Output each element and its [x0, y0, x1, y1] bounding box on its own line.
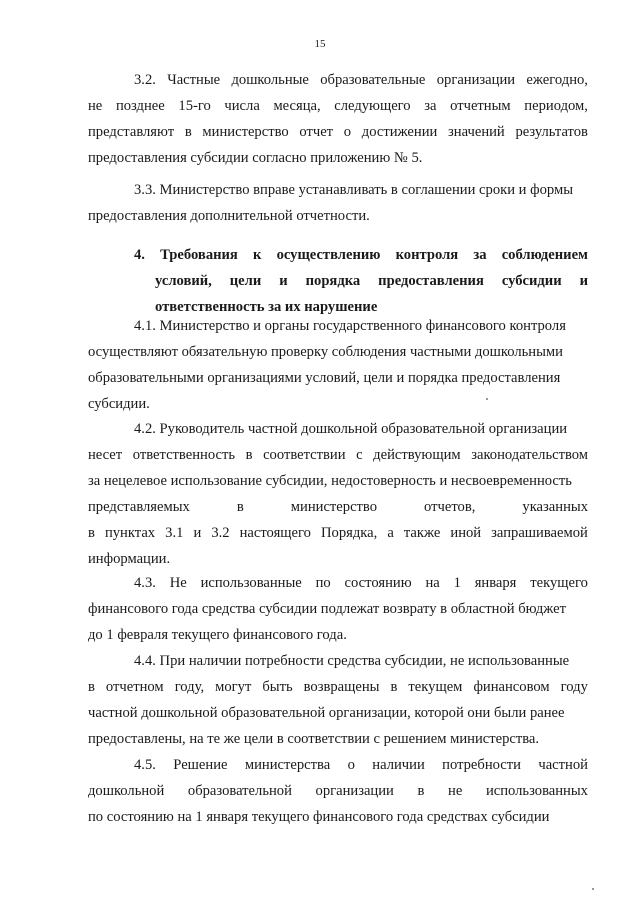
- para-4-2-line: [0, 523, 640, 543]
- word: контроля: [395, 247, 459, 263]
- word: к: [253, 247, 262, 263]
- word: году: [560, 679, 588, 695]
- word: месяца,: [273, 98, 321, 114]
- word: осуществлению: [276, 247, 381, 263]
- para-3-3-line: [0, 206, 640, 226]
- word: организации: [315, 783, 394, 799]
- para-4-4-line: [0, 729, 640, 749]
- word: отчетном: [105, 679, 164, 695]
- text-run: до 1 февраля текущего финансового года.: [88, 627, 347, 643]
- word: дошкольные: [231, 72, 309, 88]
- text-run: осуществляют обязательную проверку соблюдения частными дошкольными: [88, 344, 563, 360]
- section-4-heading-line: [0, 297, 640, 317]
- text-run: предоставления дополнительной отчетности.: [88, 208, 370, 224]
- word: на: [425, 575, 440, 591]
- word: иной: [450, 525, 482, 541]
- text-run: предоставлены, на те же цели в соответствии с решением министерства.: [88, 731, 540, 747]
- word: потребности: [442, 757, 521, 773]
- para-4-3-line: [0, 573, 640, 593]
- word: порядка: [305, 273, 361, 289]
- para-4-5-line: [0, 781, 640, 801]
- word: за: [473, 247, 487, 263]
- word: частной: [538, 757, 588, 773]
- word: указанных: [522, 499, 588, 515]
- word: позднее: [115, 98, 165, 114]
- word: возвращены: [303, 679, 380, 695]
- word: 1: [453, 575, 461, 591]
- word: 3.2: [211, 525, 230, 541]
- word: представляют: [88, 124, 175, 140]
- word: текущем: [408, 679, 463, 695]
- para-3-2-line: [0, 70, 640, 90]
- word: текущего: [530, 575, 588, 591]
- word: несет: [88, 447, 123, 463]
- text-run: ответственность за их нарушение: [155, 299, 378, 315]
- word: в: [236, 499, 244, 515]
- word: субсидии: [501, 273, 562, 289]
- text-run: 4.4. При наличии потребности средства субсидии, не использованные: [134, 653, 570, 669]
- section-4-heading-line: [0, 245, 640, 265]
- word: финансовом: [473, 679, 550, 695]
- word: и: [193, 525, 202, 541]
- word: и: [279, 273, 288, 289]
- word: 4.: [134, 247, 145, 263]
- word: представляемых: [88, 499, 190, 515]
- text-run: 3.3. Министерство вправе устанавливать в соглашении сроки и формы: [134, 182, 573, 198]
- word: отчет: [299, 124, 334, 140]
- word: наличии: [372, 757, 425, 773]
- word: отчетным: [450, 98, 511, 114]
- word: в: [88, 679, 95, 695]
- text-run: финансового года средства субсидии подлежат возврату в областной бюджет: [88, 601, 566, 617]
- text-run: частной дошкольной образовательной организации, которой они были ранее: [88, 705, 565, 721]
- word: использованных: [485, 783, 588, 799]
- word: цели: [229, 273, 262, 289]
- word: января: [474, 575, 517, 591]
- para-4-1-line: [0, 342, 640, 362]
- word: запрашиваемой: [491, 525, 588, 541]
- text-run: предоставления субсидии согласно приложению № 5.: [88, 150, 423, 166]
- word: за: [424, 98, 437, 114]
- word: могут: [215, 679, 252, 695]
- word: действующим: [373, 447, 461, 463]
- word: министерства: [244, 757, 331, 773]
- word: быть: [262, 679, 293, 695]
- text-run: 4.2. Руководитель частной дошкольной образовательной организации: [134, 421, 568, 437]
- text-run: 4.1. Министерство и органы государственного финансового контроля: [134, 318, 566, 334]
- page-number: 15: [314, 38, 326, 50]
- word: дошкольной: [88, 783, 165, 799]
- section-4-heading-line: [0, 271, 640, 291]
- para-4-4-line: [0, 703, 640, 723]
- word: Решение: [173, 757, 228, 773]
- word: по: [315, 575, 331, 591]
- word: законодательством: [471, 447, 588, 463]
- word: в: [245, 447, 253, 463]
- word: 3.1: [165, 525, 184, 541]
- para-3-2-line: [0, 148, 640, 168]
- word: отчетов,: [424, 499, 476, 515]
- word: Частные: [167, 72, 221, 88]
- word: следующего: [334, 98, 411, 114]
- word: числа: [224, 98, 260, 114]
- word: ответственность: [132, 447, 235, 463]
- word: также: [403, 525, 441, 541]
- para-3-3-line: [0, 180, 640, 200]
- para-3-2-line: [0, 96, 640, 116]
- word: соответствии: [263, 447, 346, 463]
- word: Порядка,: [320, 525, 378, 541]
- word: результатов: [515, 124, 588, 140]
- text-run: по состоянию на 1 января текущего финансового года средствах субсидии: [88, 809, 550, 825]
- word: соблюдением: [501, 247, 588, 263]
- word: в: [184, 124, 192, 140]
- scan-speck: [592, 888, 594, 890]
- word: предоставления: [378, 273, 484, 289]
- word: настоящего: [239, 525, 311, 541]
- word: не: [88, 98, 103, 114]
- word: условий,: [155, 273, 212, 289]
- word: а: [387, 525, 394, 541]
- word: министерство: [290, 499, 378, 515]
- para-4-4-line: [0, 651, 640, 671]
- word: о: [347, 757, 355, 773]
- para-4-2-line: [0, 497, 640, 517]
- word: году,: [174, 679, 205, 695]
- word: о: [343, 124, 352, 140]
- para-4-3-line: [0, 625, 640, 645]
- text-run: информации.: [88, 551, 171, 567]
- word: 3.2.: [134, 72, 156, 88]
- word: 4.3.: [134, 575, 156, 591]
- word: и: [579, 273, 588, 289]
- text-run: субсидии.: [88, 396, 150, 412]
- scan-speck: [486, 398, 488, 400]
- word: с: [356, 447, 363, 463]
- text-run: образовательными организациями условий, цели и порядка предоставления: [88, 370, 561, 386]
- text-run: за нецелевое использование субсидии, недостоверность и несвоевременность: [88, 473, 572, 489]
- word: организации: [436, 72, 516, 88]
- word: не: [448, 783, 463, 799]
- para-4-2-line: [0, 549, 640, 569]
- word: периодом,: [524, 98, 588, 114]
- para-4-5-line: [0, 755, 640, 775]
- word: пунктах: [104, 525, 156, 541]
- para-4-1-line: [0, 394, 640, 414]
- word: 15-го: [178, 98, 211, 114]
- para-3-2-line: [0, 122, 640, 142]
- word: Не: [169, 575, 187, 591]
- word: в: [88, 525, 95, 541]
- word: 4.5.: [134, 757, 156, 773]
- para-4-2-line: [0, 419, 640, 439]
- word: Требования: [160, 247, 238, 263]
- word: ежегодно,: [526, 72, 588, 88]
- para-4-1-line: [0, 368, 640, 388]
- word: достижении: [361, 124, 438, 140]
- para-4-3-line: [0, 599, 640, 619]
- word: использованные: [200, 575, 302, 591]
- word: состоянию: [344, 575, 412, 591]
- para-4-2-line: [0, 471, 640, 491]
- word: министерство: [202, 124, 289, 140]
- word: значений: [448, 124, 505, 140]
- word: в: [417, 783, 425, 799]
- word: образовательной: [187, 783, 292, 799]
- para-4-5-line: [0, 807, 640, 827]
- word: в: [390, 679, 398, 695]
- para-4-4-line: [0, 677, 640, 697]
- para-4-2-line: [0, 445, 640, 465]
- word: образовательные: [320, 72, 426, 88]
- para-4-1-line: [0, 316, 640, 336]
